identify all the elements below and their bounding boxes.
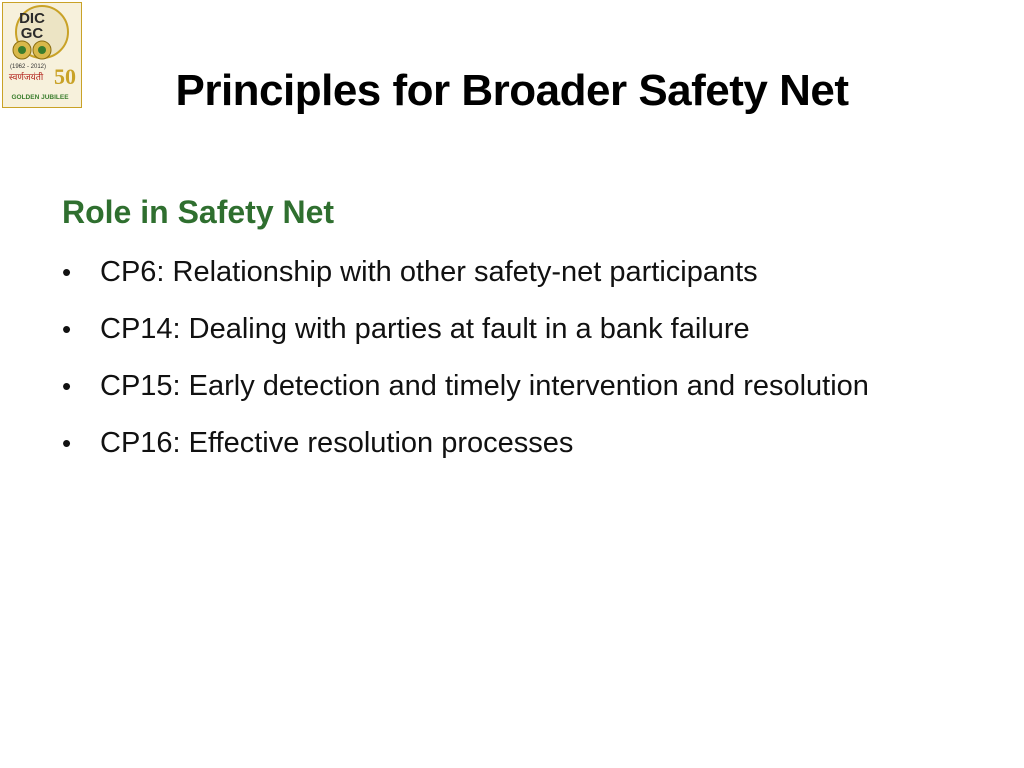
- logo-years-text: (1962 - 2012): [9, 64, 47, 70]
- logo-gc-text: GC: [20, 25, 44, 42]
- bullet-icon: •: [62, 428, 72, 458]
- bullet-icon: •: [62, 371, 72, 401]
- logo-fifty-text: 50: [54, 64, 76, 89]
- bullet-item: [62, 307, 962, 351]
- logo-hindi-text: स्वर्णजयंती: [8, 73, 44, 83]
- bullet-item: [62, 250, 962, 294]
- slide-title: Principles for Broader Safety Net: [175, 66, 849, 115]
- bullet-item: [62, 364, 962, 408]
- section-heading: Role in Safety Net: [62, 194, 335, 230]
- bullet-icon: •: [62, 314, 72, 344]
- bullet-list: [62, 250, 962, 465]
- slide-content: [62, 190, 962, 478]
- logo-golden-jubilee-text: GOLDEN JUBILEE: [11, 94, 69, 101]
- bullet-text: CP16: Effective resolution processes: [100, 427, 574, 459]
- logo-dic-text: DIC: [19, 10, 45, 27]
- bullet-text: CP15: Early detection and timely intervention and resolution: [100, 370, 869, 402]
- bullet-text: CP6: Relationship with other safety-net participants: [100, 256, 758, 288]
- bullet-item: [62, 421, 962, 465]
- bullet-text: CP14: Dealing with parties at fault in a bank failure: [100, 313, 750, 345]
- bullet-icon: •: [62, 257, 72, 287]
